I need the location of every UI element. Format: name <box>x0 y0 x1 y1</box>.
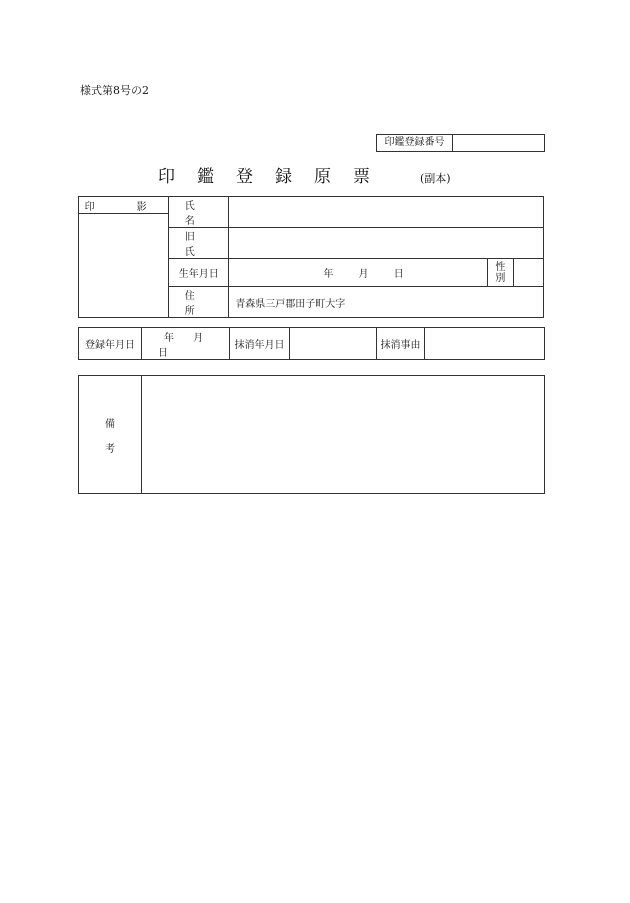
cancel-reason-field[interactable] <box>425 328 545 360</box>
document-title: 印鑑登録原票 <box>158 167 392 187</box>
cancel-date-label: 抹消年月日 <box>230 328 290 360</box>
remarks-label <box>79 376 142 494</box>
remarks-label-top: 備 <box>105 418 115 430</box>
seal-header: 印 影 <box>79 197 169 214</box>
registration-number-box <box>376 134 545 152</box>
sex-label <box>487 259 513 287</box>
registration-number-label: 印鑑登録番号 <box>377 135 453 151</box>
sex-label-top: 性 <box>495 261 506 273</box>
registration-date-label: 登録年月日 <box>79 328 142 360</box>
birthdate-label: 生年月日 <box>169 259 229 287</box>
document-subtitle: (副本) <box>420 172 451 185</box>
birthdate-day-label: 日 <box>393 269 404 280</box>
birthdate-year-label: 年 <box>323 269 334 280</box>
sex-label-bottom: 別 <box>495 272 506 284</box>
name-label: 氏 名 <box>169 197 229 228</box>
former-name-label: 旧 氏 <box>169 228 229 259</box>
address-label: 住 所 <box>169 287 229 318</box>
cancel-reason-label: 抹消事由 <box>377 328 425 360</box>
former-name-field[interactable] <box>229 228 544 259</box>
birthdate-month-label: 月 <box>358 269 369 280</box>
registration-month-label: 月 <box>193 332 204 344</box>
birthdate-field[interactable] <box>229 259 488 287</box>
registration-day-label: 日 <box>158 347 168 359</box>
registrant-table <box>78 196 544 318</box>
sex-field[interactable] <box>513 259 543 287</box>
remarks-field[interactable] <box>142 376 545 494</box>
address-field[interactable]: 青森県三戸郡田子町大字 <box>229 287 544 318</box>
remarks-label-bottom: 考 <box>105 443 115 455</box>
remarks-table <box>78 375 545 494</box>
registration-number-field[interactable] <box>453 135 544 151</box>
seal-impression-area[interactable] <box>79 214 169 318</box>
registration-year-label: 年 <box>164 332 174 344</box>
cancel-date-field[interactable] <box>290 328 377 360</box>
name-field[interactable] <box>229 197 544 228</box>
registration-date-field[interactable] <box>142 328 230 360</box>
form-number: 様式第8号の2 <box>80 84 149 97</box>
registration-table <box>78 327 545 360</box>
